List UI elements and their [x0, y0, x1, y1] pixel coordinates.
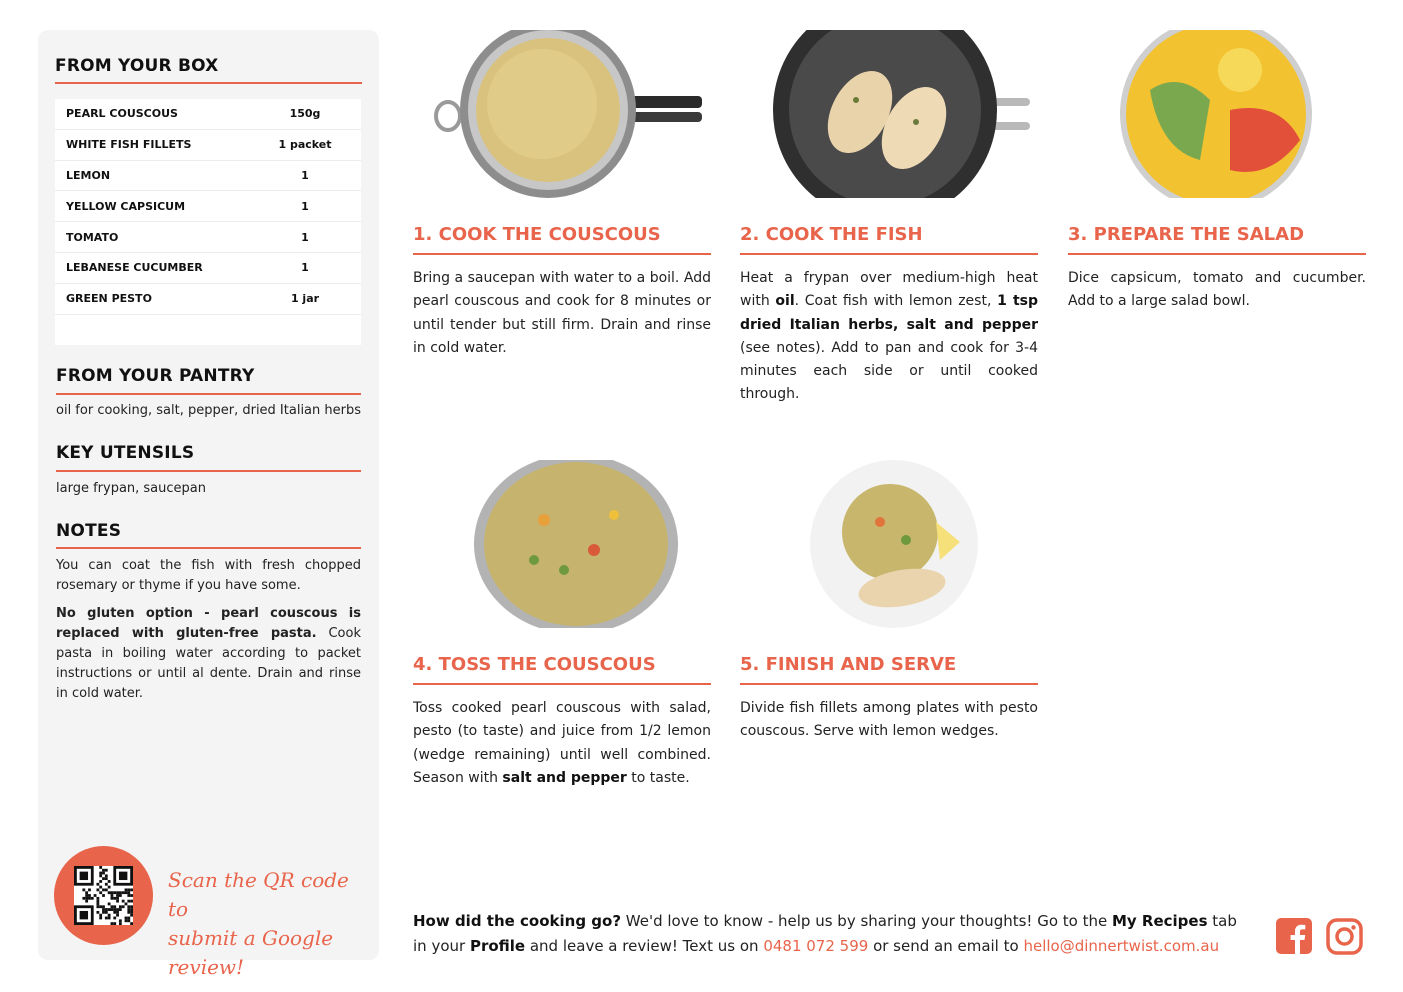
step-text-run: salt and pepper — [502, 769, 627, 786]
ingredient-row — [55, 191, 361, 222]
step-text-run: Heat a frypan over medium-high heat with — [740, 270, 1038, 310]
phone-link[interactable]: 0481 072 599 — [763, 937, 869, 955]
photo-couscous-in-strainer — [430, 30, 702, 198]
from-your-box-heading: FROM YOUR BOX — [55, 56, 219, 76]
photo-fish-in-frypan — [772, 30, 1030, 198]
step-5-text — [740, 697, 1038, 744]
photo-salad-bowl — [1120, 30, 1312, 198]
step-3-title: 3. PREPARE THE SALAD — [1068, 224, 1305, 245]
note-gluten-free-rest: Cook pasta in boiling water according to packet instructions or until al dente. Drain and rinse in cold water. — [56, 626, 361, 701]
notes-heading: NOTES — [56, 521, 122, 541]
step-1-title: 1. COOK THE COUSCOUS — [413, 224, 661, 245]
ingredient-quantity: 1 — [301, 230, 309, 244]
ingredient-name: LEMON — [66, 168, 111, 182]
heading-rule — [56, 547, 361, 549]
ingredient-name: PEARL COUSCOUS — [66, 107, 178, 121]
footer-text-4: or send an email to — [868, 937, 1024, 955]
step-4-text — [413, 697, 711, 790]
qr-prompt-line2: submit a Google review! — [168, 926, 334, 979]
instagram-icon[interactable] — [1326, 918, 1363, 959]
step-4-title: 4. TOSS THE COUSCOUS — [413, 654, 656, 675]
ingredient-quantity: 1 — [301, 199, 309, 213]
ingredient-row — [55, 222, 361, 253]
step-text-run: to taste. — [626, 769, 690, 786]
heading-rule — [55, 82, 362, 84]
email-link[interactable]: hello@dinnertwist.com.au — [1023, 937, 1220, 955]
ingredient-row — [55, 161, 361, 192]
ingredient-name: TOMATO — [66, 230, 119, 244]
step-text-run: Toss cooked pearl couscous with salad, pesto (to taste) and juice from 1/2 lemon (wedge remaining) until well combined. Season with — [413, 700, 711, 786]
ingredient-name: LEBANESE CUCUMBER — [66, 261, 203, 275]
step-text-run: Bring a saucepan with water to a boil. Add pearl couscous and cook for 8 minutes or until tender but still firm. Drain and rinse in cold water. — [413, 270, 711, 356]
ingredients-table — [55, 99, 361, 345]
qr-code-badge[interactable] — [54, 846, 153, 945]
step-1-text — [413, 267, 711, 360]
step-2-text — [740, 267, 1038, 407]
footer-text-3: and leave a review! Text us on — [525, 937, 764, 955]
step-5-title: 5. FINISH AND SERVE — [740, 654, 957, 675]
ingredient-quantity: 1 — [301, 168, 309, 182]
ingredient-row — [55, 253, 361, 284]
note-gluten-free — [56, 604, 361, 704]
step-rule — [413, 683, 711, 685]
photo-tossed-couscous — [474, 460, 678, 628]
facebook-icon[interactable] — [1276, 918, 1312, 958]
footer-question: How did the cooking go? — [413, 912, 622, 930]
review-footer — [413, 909, 1253, 959]
step-rule — [1068, 253, 1366, 255]
step-text-run: Divide fish fillets among plates with pesto couscous. Serve with lemon wedges. — [740, 700, 1038, 740]
ingredient-quantity: 1 packet — [278, 138, 332, 152]
qr-prompt-line1: Scan the QR code to — [168, 868, 349, 921]
step-rule — [740, 253, 1038, 255]
ingredient-name: WHITE FISH FILLETS — [66, 138, 192, 152]
step-text-run: . Coat fish with lemon zest, — [794, 293, 998, 310]
heading-rule — [56, 470, 361, 472]
ingredient-row — [55, 284, 361, 315]
qr-prompt — [168, 866, 368, 982]
from-your-pantry-heading: FROM YOUR PANTRY — [56, 366, 255, 386]
utensils-text: large frypan, saucepan — [56, 481, 206, 496]
footer-profile: Profile — [469, 937, 526, 955]
qr-code-icon[interactable] — [74, 866, 133, 925]
ingredient-name: GREEN PESTO — [66, 292, 152, 306]
heading-rule — [56, 393, 361, 395]
ingredient-quantity: 1 — [301, 261, 309, 275]
step-text-run: oil — [775, 293, 795, 310]
step-rule — [740, 683, 1038, 685]
step-2-title: 2. COOK THE FISH — [740, 224, 923, 245]
footer-my-recipes: My Recipes — [1111, 912, 1208, 930]
footer-text-2: tab in your — [413, 912, 1237, 955]
ingredient-name: YELLOW CAPSICUM — [66, 199, 186, 213]
step-3-text — [1068, 267, 1366, 314]
step-rule — [413, 253, 711, 255]
pantry-text: oil for cooking, salt, pepper, dried Italian herbs — [56, 403, 361, 418]
step-text-run: 1 tsp dried Italian herbs, salt and pepper — [740, 293, 1038, 333]
ingredient-row — [55, 130, 361, 161]
ingredient-quantity: 1 jar — [290, 292, 320, 306]
note-fresh-herbs: You can coat the fish with fresh chopped rosemary or thyme if you have some. — [56, 558, 361, 593]
footer-text-1: We'd love to know - help us by sharing your thoughts! Go to the — [621, 912, 1112, 930]
photo-plated-dish — [810, 460, 978, 628]
ingredients-panel — [38, 30, 379, 979]
step-text-run: (see notes). Add to pan and cook for 3-4 minutes each side or until cooked through. — [740, 339, 1038, 403]
key-utensils-heading: KEY UTENSILS — [56, 443, 195, 463]
ingredient-quantity: 150g — [289, 107, 321, 121]
note-gluten-free-bold: No gluten option - pearl couscous is replaced with gluten-free pasta. — [56, 606, 361, 641]
ingredient-row — [55, 99, 361, 130]
step-text-run: Dice capsicum, tomato and cucumber. Add to a large salad bowl. — [1068, 270, 1366, 310]
